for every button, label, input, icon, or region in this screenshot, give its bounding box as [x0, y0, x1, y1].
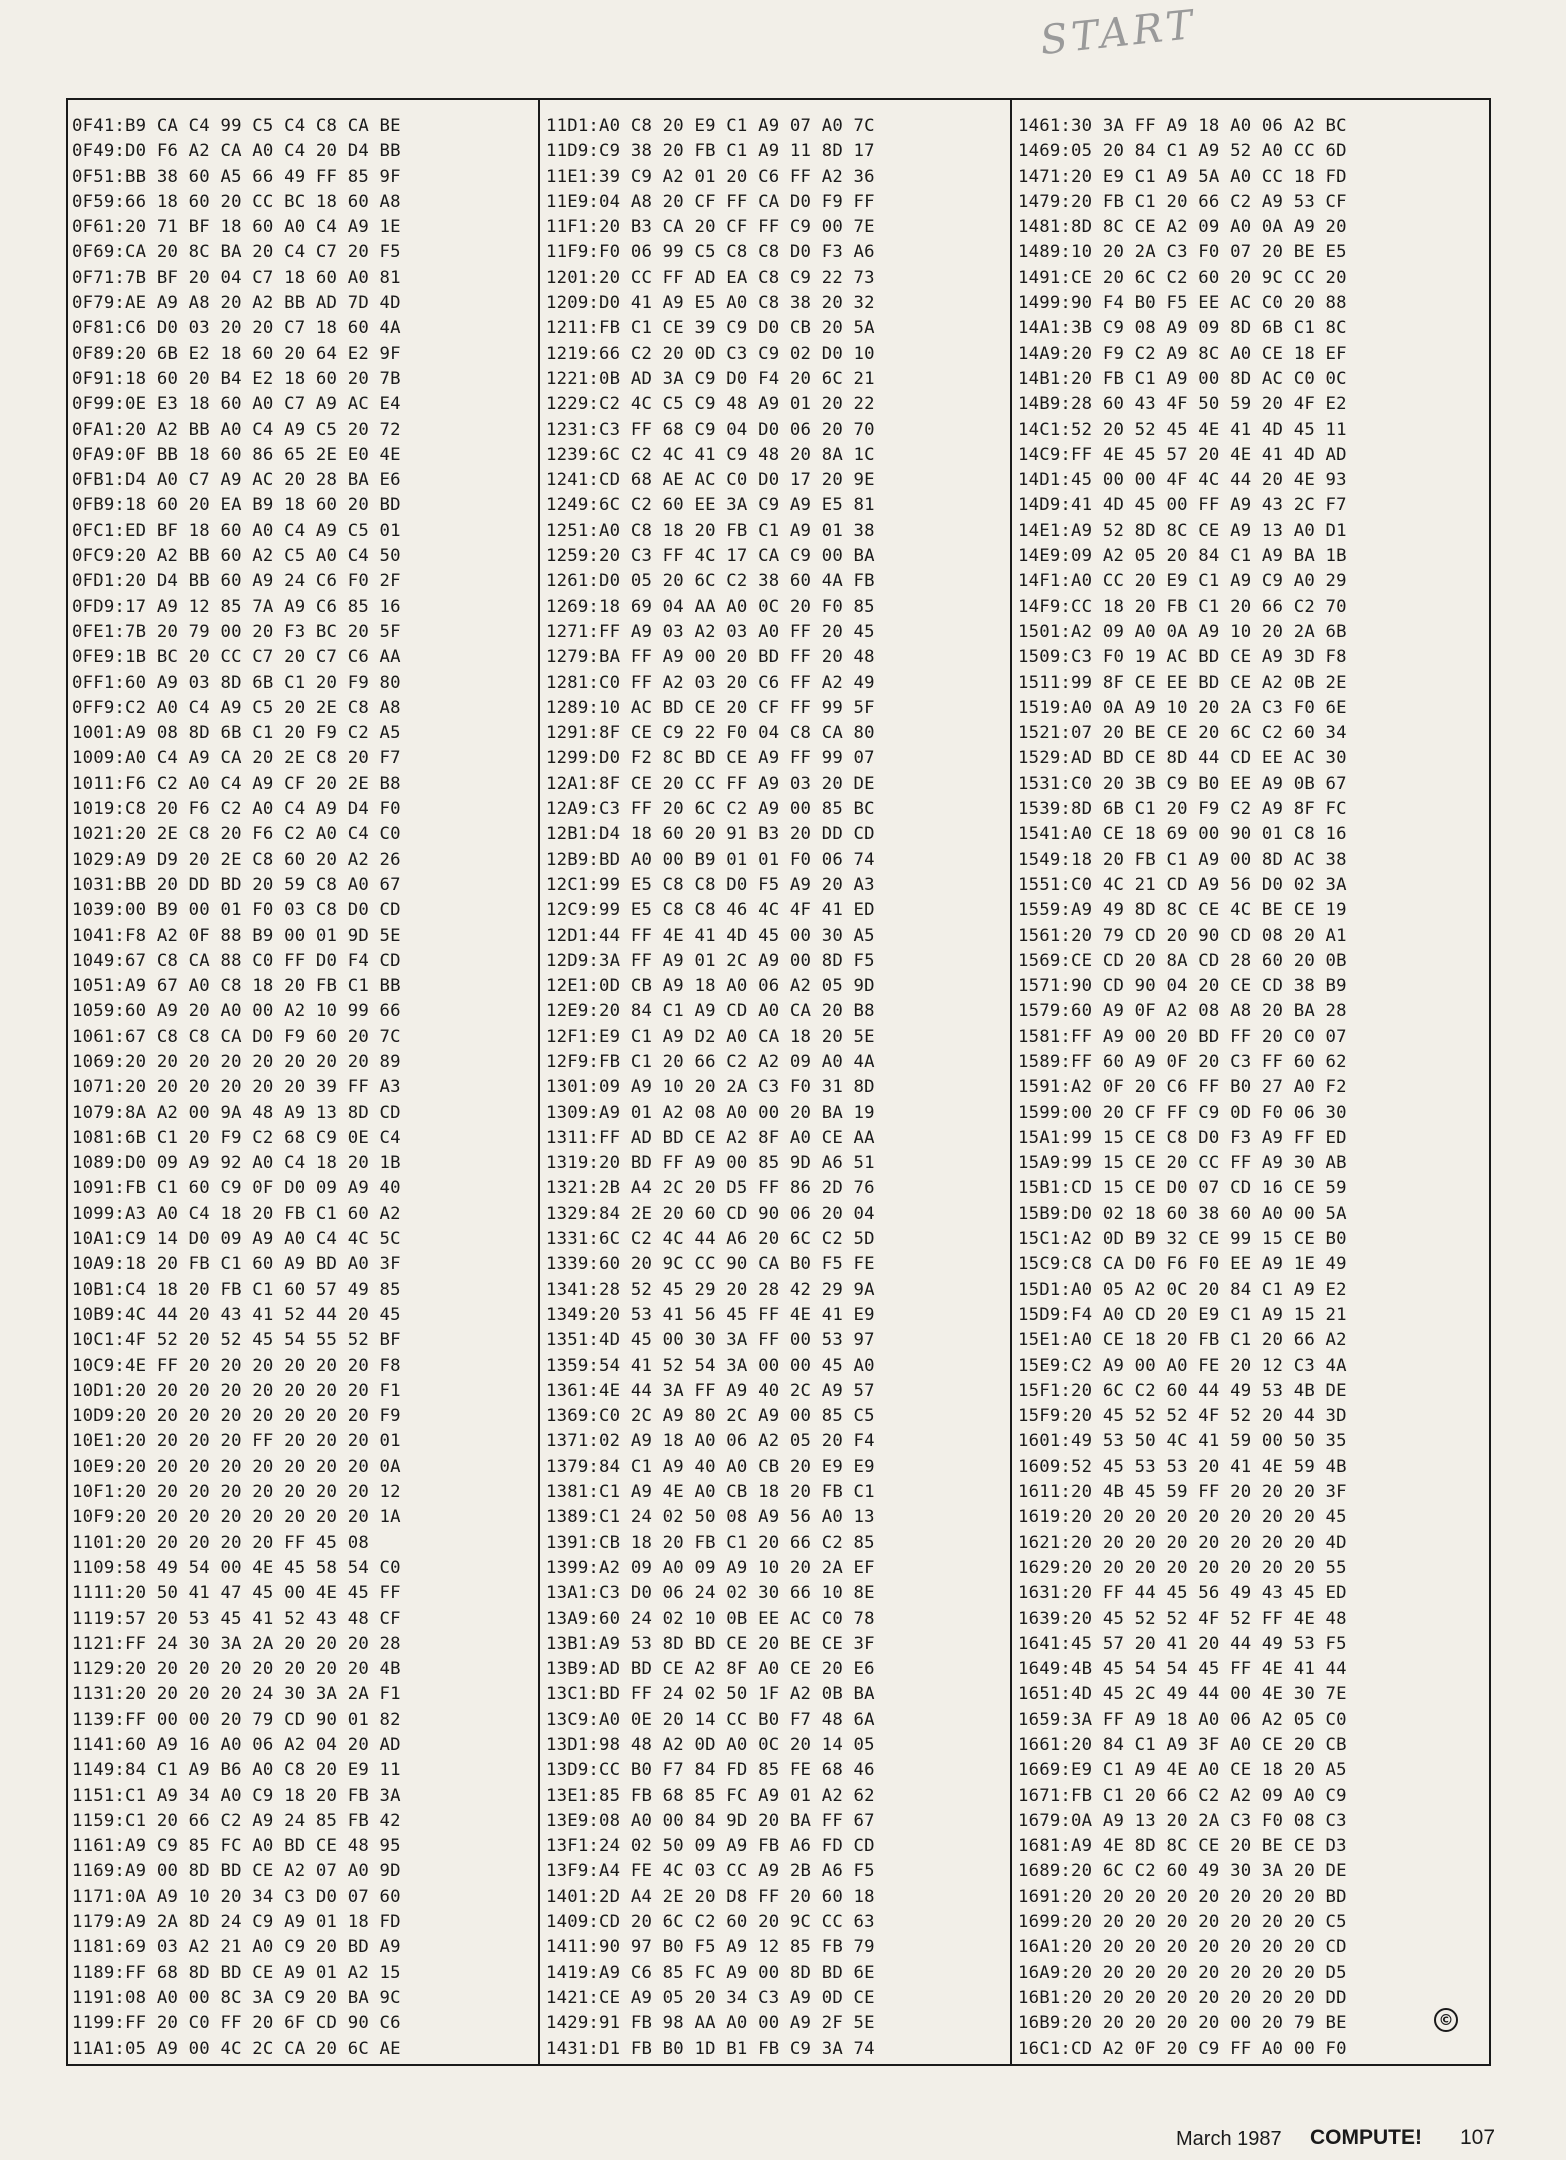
listing-line: 0FA9:0F BB 18 60 86 65 2E E0 4E: [72, 444, 401, 465]
listing-line: [72, 2062, 401, 2064]
listing-line: 1141:60 A9 16 A0 06 A2 04 20 AD: [72, 1735, 401, 1755]
listing-line: 15F1:20 6C C2 60 44 49 53 4B DE: [1018, 1380, 1347, 1401]
listing-line: 0FE9:1B BC 20 CC C7 20 C7 C6 AA: [72, 647, 401, 668]
listing-line: 15B1:CD 15 CE D0 07 CD 16 CE 59: [1018, 1178, 1347, 1199]
listing-line: 1061:67 C8 C8 CA D0 F9 60 20 7C: [72, 1026, 401, 1047]
listing-line: 1629:20 20 20 20 20 20 20 20 55: [1018, 1557, 1347, 1578]
listing-line: 1649:4B 45 54 54 45 FF 4E 41 44: [1018, 1659, 1347, 1680]
listing-line: 0FD9:17 A9 12 85 7A A9 C6 85 16: [72, 596, 401, 617]
listing-line: 1039:00 B9 00 01 F0 03 C8 D0 CD: [72, 900, 401, 921]
listing-line: 1621:20 20 20 20 20 20 20 20 4D: [1018, 1532, 1347, 1553]
footer-date: March 1987: [1176, 2128, 1282, 2150]
listing-line: 0F71:7B BF 20 04 C7 18 60 A0 81: [72, 267, 401, 288]
listing-line: 1031:BB 20 DD BD 20 59 C8 A0 67: [72, 874, 401, 895]
listing-line: 12E1:0D CB A9 18 A0 06 A2 05 9D: [546, 976, 875, 997]
listing-line: 10D9:20 20 20 20 20 20 20 20 F9: [72, 1406, 401, 1427]
listing-line: 13A1:C3 D0 06 24 02 30 66 10 8E: [546, 1583, 875, 1604]
listing-line: 1189:FF 68 8D BD CE A9 01 A2 15: [72, 1962, 401, 1983]
listing-line: 1179:A9 2A 8D 24 C9 A9 01 18 FD: [72, 1912, 401, 1933]
listing-line: 1021:20 2E C8 20 F6 C2 A0 C4 C0: [72, 824, 401, 845]
listing-line: 16A1:20 20 20 20 20 20 20 20 CD: [1018, 1937, 1347, 1958]
listing-line: 10B1:C4 18 20 FB C1 60 57 49 85: [72, 1279, 401, 1300]
listing-line: 0F89:20 6B E2 18 60 20 64 E2 9F: [72, 343, 401, 364]
listing-line: 1539:8D 6B C1 20 F9 C2 A9 8F FC: [1018, 799, 1347, 820]
listing-line: 1389:C1 24 02 50 08 A9 56 A0 13: [546, 1507, 875, 1528]
listing-line: 13F9:A4 FE 4C 03 CC A9 2B A6 F5: [546, 1861, 875, 1882]
listing-line: 10B9:4C 44 20 43 41 52 44 20 45: [72, 1304, 401, 1325]
listing-line: 0F41:B9 CA C4 99 C5 C4 C8 CA BE: [72, 116, 401, 136]
listing-line: 1519:A0 0A A9 10 20 2A C3 F0 6E: [1018, 697, 1347, 718]
listing-line: 1331:6C C2 4C 44 A6 20 6C C2 5D: [546, 1229, 875, 1250]
listing-line: 10E9:20 20 20 20 20 20 20 20 0A: [72, 1456, 401, 1477]
listing-line: 12A1:8F CE 20 CC FF A9 03 20 DE: [546, 773, 875, 794]
listing-line: 1329:84 2E 20 60 CD 90 06 20 04: [546, 1203, 875, 1224]
listing-line: 10A9:18 20 FB C1 60 A9 BD A0 3F: [72, 1254, 401, 1275]
listing-line: 1541:A0 CE 18 69 00 90 01 C8 16: [1018, 824, 1347, 845]
listing-line: 1199:FF 20 C0 FF 20 6F CD 90 C6: [72, 2013, 401, 2034]
listing-line: 1679:0A A9 13 20 2A C3 F0 08 C3: [1018, 1810, 1347, 1831]
listing-line: 12F9:FB C1 20 66 C2 A2 09 A0 4A: [546, 1051, 875, 1072]
listing-line: 1391:CB 18 20 FB C1 20 66 C2 85: [546, 1532, 875, 1553]
listing-line: 13A9:60 24 02 10 0B EE AC C0 78: [546, 1608, 875, 1629]
listing-line: 1521:07 20 BE CE 20 6C C2 60 34: [1018, 723, 1347, 744]
listing-line: 1139:FF 00 00 20 79 CD 90 01 82: [72, 1709, 401, 1730]
listing-line: 1119:57 20 53 45 41 52 43 48 CF: [72, 1608, 401, 1629]
listing-line: 0F59:66 18 60 20 CC BC 18 60 A8: [72, 191, 401, 212]
listing-line: 1081:6B C1 20 F9 C2 68 C9 0E C4: [72, 1127, 401, 1148]
listing-line: 1049:67 C8 CA 88 C0 FF D0 F4 CD: [72, 950, 401, 971]
listing-line: 1019:C8 20 F6 C2 A0 C4 A9 D4 F0: [72, 799, 401, 820]
listing-line: 1041:F8 A2 0F 88 B9 00 01 9D 5E: [72, 925, 401, 946]
listing-line: 1221:0B AD 3A C9 D0 F4 20 6C 21: [546, 368, 875, 389]
listing-line: 16B1:20 20 20 20 20 20 20 20 DD: [1018, 1987, 1347, 2008]
listing-column-2: [546, 114, 875, 2064]
listing-line: 10D1:20 20 20 20 20 20 20 20 F1: [72, 1380, 401, 1401]
listing-line: 1069:20 20 20 20 20 20 20 20 89: [72, 1051, 401, 1072]
listing-line: 1481:8D 8C CE A2 09 A0 0A A9 20: [1018, 217, 1347, 238]
listing-line: 10F1:20 20 20 20 20 20 20 20 12: [72, 1482, 401, 1503]
listing-line: 15C9:C8 CA D0 F6 F0 EE A9 1E 49: [1018, 1254, 1347, 1275]
listing-line: 1589:FF 60 A9 0F 20 C3 FF 60 62: [1018, 1051, 1347, 1072]
listing-line: 0F69:CA 20 8C BA 20 C4 C7 20 F5: [72, 242, 401, 263]
listing-line: 1551:C0 4C 21 CD A9 56 D0 02 3A: [1018, 874, 1347, 895]
listing-line: 1109:58 49 54 00 4E 45 58 54 C0: [72, 1557, 401, 1578]
listing-line: 0F81:C6 D0 03 20 20 C7 18 60 4A: [72, 318, 401, 339]
listing-line: 10C9:4E FF 20 20 20 20 20 20 F8: [72, 1355, 401, 1376]
listing-line: 1671:FB C1 20 66 C2 A2 09 A0 C9: [1018, 1785, 1347, 1806]
listing-line: 1401:2D A4 2E 20 D8 FF 20 60 18: [546, 1886, 875, 1907]
listing-line: 1051:A9 67 A0 C8 18 20 FB C1 BB: [72, 976, 401, 997]
listing-line: 0FA1:20 A2 BB A0 C4 A9 C5 20 72: [72, 419, 401, 440]
listing-line: 12B9:BD A0 00 B9 01 01 F0 06 74: [546, 849, 875, 870]
listing-line: 12C9:99 E5 C8 C8 46 4C 4F 41 ED: [546, 900, 875, 921]
listing-line: 1131:20 20 20 20 24 30 3A 2A F1: [72, 1684, 401, 1705]
listing-column-3: [1018, 114, 1347, 2064]
listing-line: 1639:20 45 52 52 4F 52 FF 4E 48: [1018, 1608, 1347, 1629]
listing-line: 0FC9:20 A2 BB 60 A2 C5 A0 C4 50: [72, 546, 401, 567]
listing-line: 1271:FF A9 03 A2 03 A0 FF 20 45: [546, 621, 875, 642]
listing-line: 1549:18 20 FB C1 A9 00 8D AC 38: [1018, 849, 1347, 870]
listing-line: 1261:D0 05 20 6C C2 38 60 4A FB: [546, 571, 875, 592]
listing-line: 12A9:C3 FF 20 6C C2 A9 00 85 BC: [546, 799, 875, 820]
listing-line: 0FF9:C2 A0 C4 A9 C5 20 2E C8 A8: [72, 697, 401, 718]
listing-line: 1349:20 53 41 56 45 FF 4E 41 E9: [546, 1304, 875, 1325]
listing-line: 0F61:20 71 BF 18 60 A0 C4 A9 1E: [72, 217, 401, 238]
listing-line: 13B1:A9 53 8D BD CE 20 BE CE 3F: [546, 1633, 875, 1654]
listing-line: 1239:6C C2 4C 41 C9 48 20 8A 1C: [546, 444, 875, 465]
listing-line: [1018, 2062, 1347, 2064]
listing-line: 1471:20 E9 C1 A9 5A A0 CC 18 FD: [1018, 166, 1347, 187]
listing-line: 14C9:FF 4E 45 57 20 4E 41 4D AD: [1018, 444, 1347, 465]
listing-line: 16C1:CD A2 0F 20 C9 FF A0 00 F0: [1018, 2038, 1347, 2059]
listing-line: 15E9:C2 A9 00 A0 FE 20 12 C3 4A: [1018, 1355, 1347, 1376]
listing-line: 1431:D1 FB B0 1D B1 FB C9 3A 74: [546, 2038, 875, 2059]
listing-line: 11A1:05 A9 00 4C 2C CA 20 6C AE: [72, 2038, 401, 2059]
listing-line: 1269:18 69 04 AA A0 0C 20 F0 85: [546, 596, 875, 617]
listing-line: 1619:20 20 20 20 20 20 20 20 45: [1018, 1507, 1347, 1528]
listing-line: 11D1:A0 C8 20 E9 C1 A9 07 A0 7C: [546, 116, 875, 136]
listing-line: 1341:28 52 45 29 20 28 42 29 9A: [546, 1279, 875, 1300]
listing-line: 1291:8F CE C9 22 F0 04 C8 CA 80: [546, 723, 875, 744]
listing-line: 1579:60 A9 0F A2 08 A8 20 BA 28: [1018, 1001, 1347, 1022]
listing-line: 1151:C1 A9 34 A0 C9 18 20 FB 3A: [72, 1785, 401, 1806]
listing-line: 1461:30 3A FF A9 18 A0 06 A2 BC: [1018, 116, 1347, 136]
listing-line: 10F9:20 20 20 20 20 20 20 20 1A: [72, 1507, 401, 1528]
listing-line: 1591:A2 0F 20 C6 FF B0 27 A0 F2: [1018, 1077, 1347, 1098]
listing-line: 1659:3A FF A9 18 A0 06 A2 05 C0: [1018, 1709, 1347, 1730]
handwritten-start-note: START: [1038, 1, 1199, 65]
listing-line: 1009:A0 C4 A9 CA 20 2E C8 20 F7: [72, 748, 401, 769]
listing-line: 1071:20 20 20 20 20 20 39 FF A3: [72, 1077, 401, 1098]
listing-line: 1129:20 20 20 20 20 20 20 20 4B: [72, 1659, 401, 1680]
listing-line: 1321:2B A4 2C 20 D5 FF 86 2D 76: [546, 1178, 875, 1199]
listing-line: 1509:C3 F0 19 AC BD CE A9 3D F8: [1018, 647, 1347, 668]
listing-line: 1529:AD BD CE 8D 44 CD EE AC 30: [1018, 748, 1347, 769]
listing-line: 1309:A9 01 A2 08 A0 00 20 BA 19: [546, 1102, 875, 1123]
listing-line: 1209:D0 41 A9 E5 A0 C8 38 20 32: [546, 293, 875, 314]
listing-line: 1169:A9 00 8D BD CE A2 07 A0 9D: [72, 1861, 401, 1882]
listing-line: 1371:02 A9 18 A0 06 A2 05 20 F4: [546, 1431, 875, 1452]
listing-line: 1099:A3 A0 C4 18 20 FB C1 60 A2: [72, 1203, 401, 1224]
listing-line: 14D9:41 4D 45 00 FF A9 43 2C F7: [1018, 495, 1347, 516]
listing-line: 15E1:A0 CE 18 20 FB C1 20 66 A2: [1018, 1330, 1347, 1351]
listing-line: 1219:66 C2 20 0D C3 C9 02 D0 10: [546, 343, 875, 364]
listing-line: 14E1:A9 52 8D 8C CE A9 13 A0 D1: [1018, 520, 1347, 541]
listing-line: 1501:A2 09 A0 0A A9 10 20 2A 6B: [1018, 621, 1347, 642]
listing-line: 14E9:09 A2 05 20 84 C1 A9 BA 1B: [1018, 546, 1347, 567]
listing-line: 1311:FF AD BD CE A2 8F A0 CE AA: [546, 1127, 875, 1148]
listing-line: 14B1:20 FB C1 A9 00 8D AC C0 0C: [1018, 368, 1347, 389]
listing-line: 1201:20 CC FF AD EA C8 C9 22 73: [546, 267, 875, 288]
listing-line: 14D1:45 00 00 4F 4C 44 20 4E 93: [1018, 470, 1347, 491]
footer-page-number: 107: [1460, 2126, 1496, 2149]
listing-line: 1399:A2 09 A0 09 A9 10 20 2A EF: [546, 1557, 875, 1578]
listing-line: 12F1:E9 C1 A9 D2 A0 CA 18 20 5E: [546, 1026, 875, 1047]
listing-line: 1171:0A A9 10 20 34 C3 D0 07 60: [72, 1886, 401, 1907]
listing-line: 13C9:A0 0E 20 14 CC B0 F7 48 6A: [546, 1709, 875, 1730]
listing-line: 11E1:39 C9 A2 01 20 C6 FF A2 36: [546, 166, 875, 187]
listing-line: 1101:20 20 20 20 20 FF 45 08: [72, 1532, 369, 1553]
listing-line: 0F91:18 60 20 B4 E2 18 60 20 7B: [72, 368, 401, 389]
listing-line: 14F9:CC 18 20 FB C1 20 66 C2 70: [1018, 596, 1347, 617]
listing-line: 1571:90 CD 90 04 20 CE CD 38 B9: [1018, 976, 1347, 997]
listing-line: 15C1:A2 0D B9 32 CE 99 15 CE B0: [1018, 1229, 1347, 1250]
listing-line: 12E9:20 84 C1 A9 CD A0 CA 20 B8: [546, 1001, 875, 1022]
listing-line: 12B1:D4 18 60 20 91 B3 20 DD CD: [546, 824, 875, 845]
listing-line: 1001:A9 08 8D 6B C1 20 F9 C2 A5: [72, 723, 401, 744]
listing-line: 1191:08 A0 00 8C 3A C9 20 BA 9C: [72, 1987, 401, 2008]
listing-line: 1149:84 C1 A9 B6 A0 C8 20 E9 11: [72, 1760, 401, 1781]
listing-line: 1299:D0 F2 8C BD CE A9 FF 99 07: [546, 748, 875, 769]
listing-line: 14B9:28 60 43 4F 50 59 20 4F E2: [1018, 394, 1347, 415]
listing-line: 1079:8A A2 00 9A 48 A9 13 8D CD: [72, 1102, 401, 1123]
listing-line: 10C1:4F 52 20 52 45 54 55 52 BF: [72, 1330, 401, 1351]
listing-line: 1249:6C C2 60 EE 3A C9 A9 E5 81: [546, 495, 875, 516]
listing-line: 1651:4D 45 2C 49 44 00 4E 30 7E: [1018, 1684, 1347, 1705]
listing-line: 1369:C0 2C A9 80 2C A9 00 85 C5: [546, 1406, 875, 1427]
listing-line: 1569:CE CD 20 8A CD 28 60 20 0B: [1018, 950, 1347, 971]
listing-line: 1429:91 FB 98 AA A0 00 A9 2F 5E: [546, 2013, 875, 2034]
listing-line: 1281:C0 FF A2 03 20 C6 FF A2 49: [546, 672, 875, 693]
listing-line: 12C1:99 E5 C8 C8 D0 F5 A9 20 A3: [546, 874, 875, 895]
listing-line: 11E9:04 A8 20 CF FF CA D0 F9 FF: [546, 191, 875, 212]
listing-line: 1669:E9 C1 A9 4E A0 CE 18 20 A5: [1018, 1760, 1347, 1781]
listing-line: 1479:20 FB C1 20 66 C2 A9 53 CF: [1018, 191, 1347, 212]
listing-column-1: [72, 114, 401, 2064]
listing-line: 0FB1:D4 A0 C7 A9 AC 20 28 BA E6: [72, 470, 401, 491]
listing-line: 1159:C1 20 66 C2 A9 24 85 FB 42: [72, 1810, 401, 1831]
listing-line: 13E1:85 FB 68 85 FC A9 01 A2 62: [546, 1785, 875, 1806]
column-divider: [1010, 100, 1012, 2064]
listing-line: 10A1:C9 14 D0 09 A9 A0 C4 4C 5C: [72, 1229, 401, 1250]
hex-listing-frame: [66, 98, 1491, 2066]
listing-line: 0F79:AE A9 A8 20 A2 BB AD 7D 4D: [72, 293, 401, 314]
listing-line: 13C1:BD FF 24 02 50 1F A2 0B BA: [546, 1684, 875, 1705]
listing-line: 1091:FB C1 60 C9 0F D0 09 A9 40: [72, 1178, 401, 1199]
listing-line: 14F1:A0 CC 20 E9 C1 A9 C9 A0 29: [1018, 571, 1347, 592]
listing-line: 13E9:08 A0 00 84 9D 20 BA FF 67: [546, 1810, 875, 1831]
listing-line: 1359:54 41 52 54 3A 00 00 45 A0: [546, 1355, 875, 1376]
listing-line: 1251:A0 C8 18 20 FB C1 A9 01 38: [546, 520, 875, 541]
listing-line: 1411:90 97 B0 F5 A9 12 85 FB 79: [546, 1937, 875, 1958]
listing-line: 11F9:F0 06 99 C5 C8 C8 D0 F3 A6: [546, 242, 875, 263]
listing-line: 15A1:99 15 CE C8 D0 F3 A9 FF ED: [1018, 1127, 1347, 1148]
listing-line: 15F9:20 45 52 52 4F 52 20 44 3D: [1018, 1406, 1347, 1427]
listing-line: 1241:CD 68 AE AC C0 D0 17 20 9E: [546, 470, 875, 491]
listing-line: 1409:CD 20 6C C2 60 20 9C CC 63: [546, 1912, 875, 1933]
listing-line: 1631:20 FF 44 45 56 49 43 45 ED: [1018, 1583, 1347, 1604]
listing-line: 1319:20 BD FF A9 00 85 9D A6 51: [546, 1153, 875, 1174]
listing-line: 16A9:20 20 20 20 20 20 20 20 D5: [1018, 1962, 1347, 1983]
listing-line: 1601:49 53 50 4C 41 59 00 50 35: [1018, 1431, 1347, 1452]
listing-line: 14A9:20 F9 C2 A9 8C A0 CE 18 EF: [1018, 343, 1347, 364]
listing-line: 0FC1:ED BF 18 60 A0 C4 A9 C5 01: [72, 520, 401, 541]
listing-line: 1011:F6 C2 A0 C4 A9 CF 20 2E B8: [72, 773, 401, 794]
listing-line: 0FF1:60 A9 03 8D 6B C1 20 F9 80: [72, 672, 401, 693]
listing-line: 1229:C2 4C C5 C9 48 A9 01 20 22: [546, 394, 875, 415]
listing-line: 1421:CE A9 05 20 34 C3 A9 0D CE: [546, 1987, 875, 2008]
listing-line: 1089:D0 09 A9 92 A0 C4 18 20 1B: [72, 1153, 401, 1174]
listing-line: 1361:4E 44 3A FF A9 40 2C A9 57: [546, 1380, 875, 1401]
listing-line: 10E1:20 20 20 20 FF 20 20 20 01: [72, 1431, 401, 1452]
listing-line: 1491:CE 20 6C C2 60 20 9C CC 20: [1018, 267, 1347, 288]
listing-line: 1231:C3 FF 68 C9 04 D0 06 20 70: [546, 419, 875, 440]
listing-line: 0FB9:18 60 20 EA B9 18 60 20 BD: [72, 495, 401, 516]
listing-line: 1161:A9 C9 85 FC A0 BD CE 48 95: [72, 1836, 401, 1857]
listing-line: 1301:09 A9 10 20 2A C3 F0 31 8D: [546, 1077, 875, 1098]
listing-line: 1339:60 20 9C CC 90 CA B0 F5 FE: [546, 1254, 875, 1275]
listing-line: 15D1:A0 05 A2 0C 20 84 C1 A9 E2: [1018, 1279, 1347, 1300]
listing-line: 14C1:52 20 52 45 4E 41 4D 45 11: [1018, 419, 1347, 440]
listing-line: 1699:20 20 20 20 20 20 20 20 C5: [1018, 1912, 1347, 1933]
listing-line: 1611:20 4B 45 59 FF 20 20 20 3F: [1018, 1482, 1347, 1503]
listing-line: 1689:20 6C C2 60 49 30 3A 20 DE: [1018, 1861, 1347, 1882]
listing-line: 1581:FF A9 00 20 BD FF 20 C0 07: [1018, 1026, 1347, 1047]
listing-line: 1531:C0 20 3B C9 B0 EE A9 0B 67: [1018, 773, 1347, 794]
listing-line: 1121:FF 24 30 3A 2A 20 20 20 28: [72, 1633, 401, 1654]
listing-line: 1419:A9 C6 85 FC A9 00 8D BD 6E: [546, 1962, 875, 1983]
listing-line: 1489:10 20 2A C3 F0 07 20 BE E5: [1018, 242, 1347, 263]
listing-line: 13D1:98 48 A2 0D A0 0C 20 14 05: [546, 1735, 875, 1755]
listing-line: 1029:A9 D9 20 2E C8 60 20 A2 26: [72, 849, 401, 870]
copyright-symbol: ©: [1434, 2008, 1458, 2032]
listing-line: 1561:20 79 CD 20 90 CD 08 20 A1: [1018, 925, 1347, 946]
listing-line: 1499:90 F4 B0 F5 EE AC C0 20 88: [1018, 293, 1347, 314]
listing-line: 0F99:0E E3 18 60 A0 C7 A9 AC E4: [72, 394, 401, 415]
listing-line: 14A1:3B C9 08 A9 09 8D 6B C1 8C: [1018, 318, 1347, 339]
listing-line: 1289:10 AC BD CE 20 CF FF 99 5F: [546, 697, 875, 718]
listing-line: 1351:4D 45 00 30 3A FF 00 53 97: [546, 1330, 875, 1351]
listing-line: 1059:60 A9 20 A0 00 A2 10 99 66: [72, 1001, 401, 1022]
listing-line: 1641:45 57 20 41 20 44 49 53 F5: [1018, 1633, 1347, 1654]
listing-line: 1111:20 50 41 47 45 00 4E 45 FF: [72, 1583, 401, 1604]
listing-line: 1681:A9 4E 8D 8C CE 20 BE CE D3: [1018, 1836, 1347, 1857]
listing-line: 15B9:D0 02 18 60 38 60 A0 00 5A: [1018, 1203, 1347, 1224]
listing-line: 1279:BA FF A9 00 20 BD FF 20 48: [546, 647, 875, 668]
listing-line: 1609:52 45 53 53 20 41 4E 59 4B: [1018, 1456, 1347, 1477]
listing-line: 0F51:BB 38 60 A5 66 49 FF 85 9F: [72, 166, 401, 187]
listing-line: 1211:FB C1 CE 39 C9 D0 CB 20 5A: [546, 318, 875, 339]
listing-line: 1181:69 03 A2 21 A0 C9 20 BD A9: [72, 1937, 401, 1958]
listing-line: [546, 2062, 875, 2064]
listing-line: 11D9:C9 38 20 FB C1 A9 11 8D 17: [546, 141, 875, 162]
listing-line: 1559:A9 49 8D 8C CE 4C BE CE 19: [1018, 900, 1347, 921]
column-divider: [538, 100, 540, 2064]
listing-line: 0FE1:7B 20 79 00 20 F3 BC 20 5F: [72, 621, 401, 642]
footer-magazine-name: COMPUTE!: [1310, 2126, 1422, 2149]
listing-line: 1379:84 C1 A9 40 A0 CB 20 E9 E9: [546, 1456, 875, 1477]
listing-line: 1661:20 84 C1 A9 3F A0 CE 20 CB: [1018, 1735, 1347, 1755]
listing-line: 0F49:D0 F6 A2 CA A0 C4 20 D4 BB: [72, 141, 401, 162]
listing-line: 1469:05 20 84 C1 A9 52 A0 CC 6D: [1018, 141, 1347, 162]
listing-line: 1599:00 20 CF FF C9 0D F0 06 30: [1018, 1102, 1347, 1123]
listing-line: 1691:20 20 20 20 20 20 20 20 BD: [1018, 1886, 1347, 1907]
listing-line: 11F1:20 B3 CA 20 CF FF C9 00 7E: [546, 217, 875, 238]
listing-line: 0FD1:20 D4 BB 60 A9 24 C6 F0 2F: [72, 571, 401, 592]
listing-line: 16B9:20 20 20 20 20 00 20 79 BE: [1018, 2013, 1347, 2034]
listing-line: 12D9:3A FF A9 01 2C A9 00 8D F5: [546, 950, 875, 971]
listing-line: 13B9:AD BD CE A2 8F A0 CE 20 E6: [546, 1659, 875, 1680]
listing-line: 1259:20 C3 FF 4C 17 CA C9 00 BA: [546, 546, 875, 567]
listing-line: 13F1:24 02 50 09 A9 FB A6 FD CD: [546, 1836, 875, 1857]
listing-line: 12D1:44 FF 4E 41 4D 45 00 30 A5: [546, 925, 875, 946]
listing-line: 15A9:99 15 CE 20 CC FF A9 30 AB: [1018, 1153, 1347, 1174]
listing-line: 1381:C1 A9 4E A0 CB 18 20 FB C1: [546, 1482, 875, 1503]
listing-line: 15D9:F4 A0 CD 20 E9 C1 A9 15 21: [1018, 1304, 1347, 1325]
listing-line: 1511:99 8F CE EE BD CE A2 0B 2E: [1018, 672, 1347, 693]
listing-line: 13D9:CC B0 F7 84 FD 85 FE 68 46: [546, 1760, 875, 1781]
